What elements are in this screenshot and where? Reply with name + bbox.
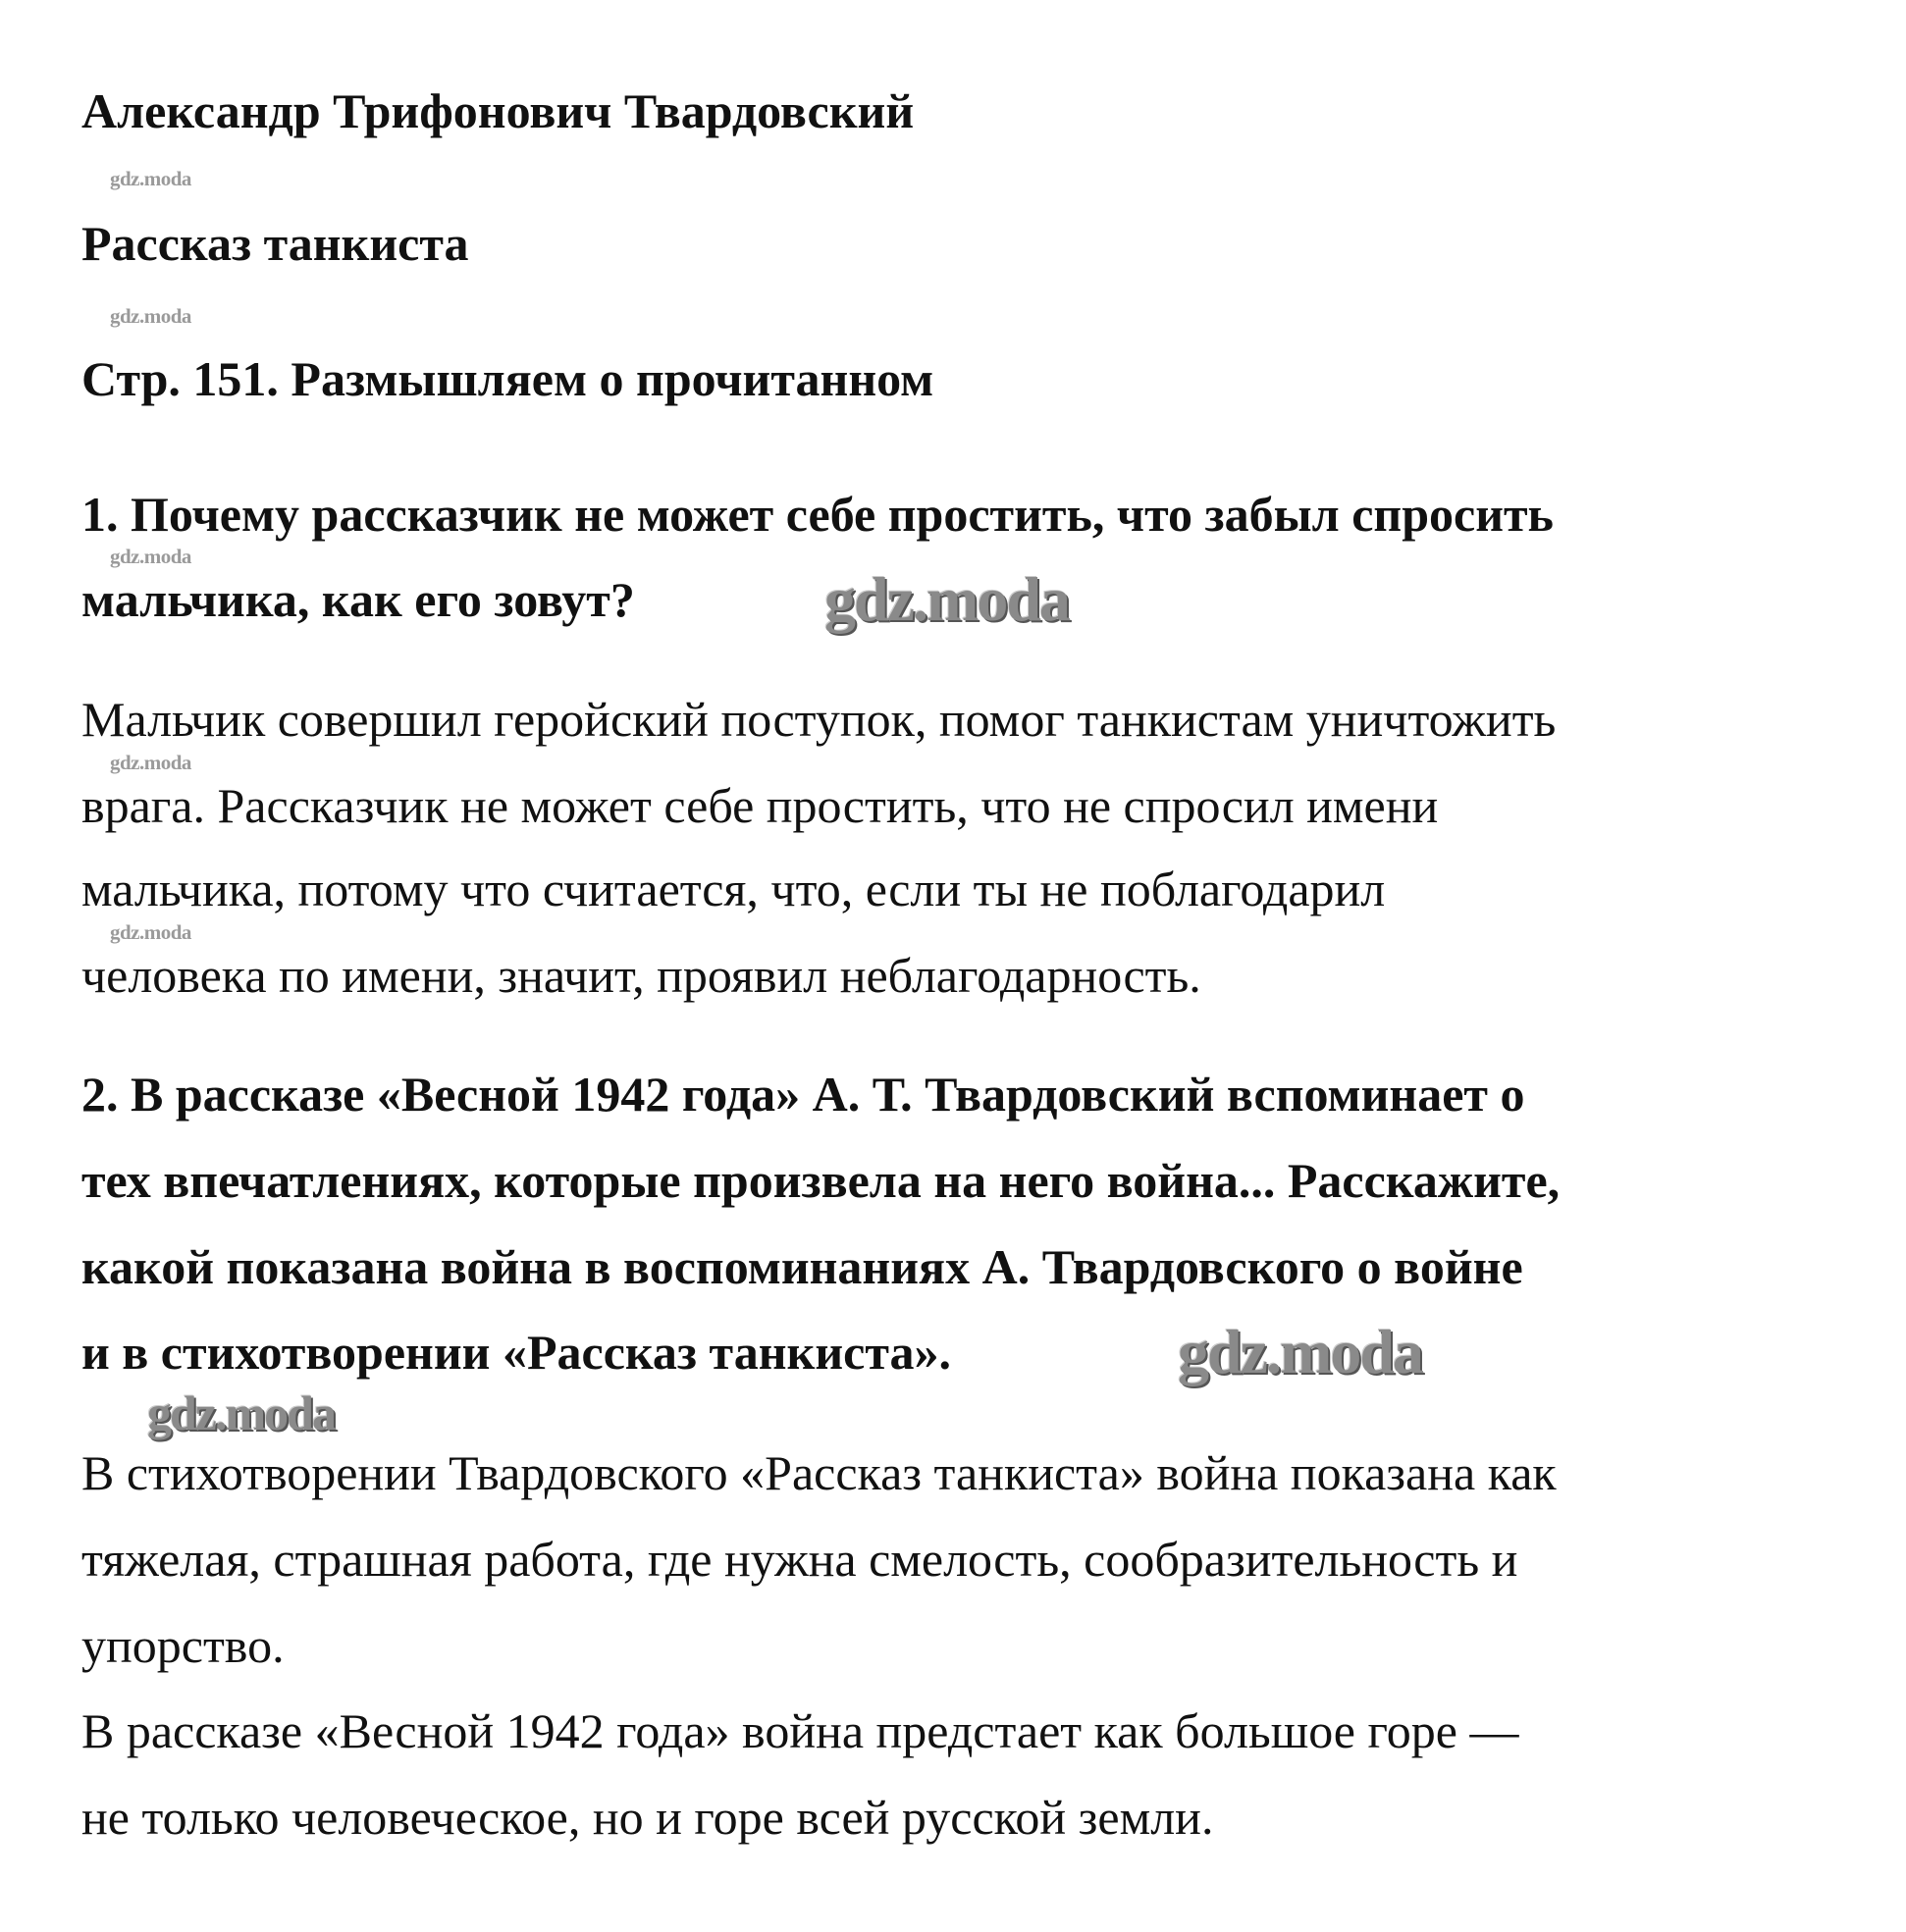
answer-1-line: врага. Рассказчик не может себе простить, что не спросил имени	[81, 778, 1439, 833]
watermark: gdz.moda	[110, 920, 191, 944]
answer-2-line: В рассказе «Весной 1942 года» война предстает как большое горе —	[81, 1703, 1519, 1758]
watermark-large: gdz.moda	[824, 564, 1069, 634]
watermark: gdz.moda	[110, 545, 191, 568]
question-2-line: 2. В рассказе «Весной 1942 года» А. Т. Твардовский вспоминает о	[81, 1067, 1525, 1122]
answer-1-line: человека по имени, значит, проявил неблагодарность.	[81, 948, 1201, 1003]
watermark: gdz.moda	[110, 304, 191, 328]
question-1-line: 1. Почему рассказчик не может себе простить, что забыл спросить	[81, 487, 1554, 542]
watermark-large: gdz.moda	[1178, 1317, 1422, 1386]
answer-1-line: мальчика, потому что считается, что, если ты не поблагодарил	[81, 862, 1386, 916]
answer-2-line: тяжелая, страшная работа, где нужна смелость, сообразительность и	[81, 1532, 1518, 1587]
question-2-line: какой показана война в воспоминаниях А. Твардовского о войне	[81, 1239, 1523, 1294]
watermark-large: gdz.moda	[147, 1385, 335, 1440]
answer-1-line: Мальчик совершил геройский поступок, помог танкистам уничтожить	[81, 692, 1557, 747]
question-1-line: мальчика, как его зовут?	[81, 572, 635, 627]
question-2-line: и в стихотворении «Рассказ танкиста».	[81, 1325, 951, 1380]
watermark: gdz.moda	[110, 167, 191, 190]
watermark: gdz.moda	[110, 751, 191, 774]
author-heading: Александр Трифонович Твардовский	[81, 83, 915, 138]
question-2-line: тех впечатлениях, которые произвела на него война... Расскажите,	[81, 1153, 1561, 1208]
answer-2-line: В стихотворении Твардовского «Рассказ танкиста» война показана как	[81, 1445, 1557, 1500]
section-heading: Стр. 151. Размышляем о прочитанном	[81, 351, 934, 406]
answer-2-line: не только человеческое, но и горе всей русской земли.	[81, 1790, 1214, 1845]
work-title: Рассказ танкиста	[81, 216, 469, 271]
answer-2-line: упорство.	[81, 1618, 285, 1673]
